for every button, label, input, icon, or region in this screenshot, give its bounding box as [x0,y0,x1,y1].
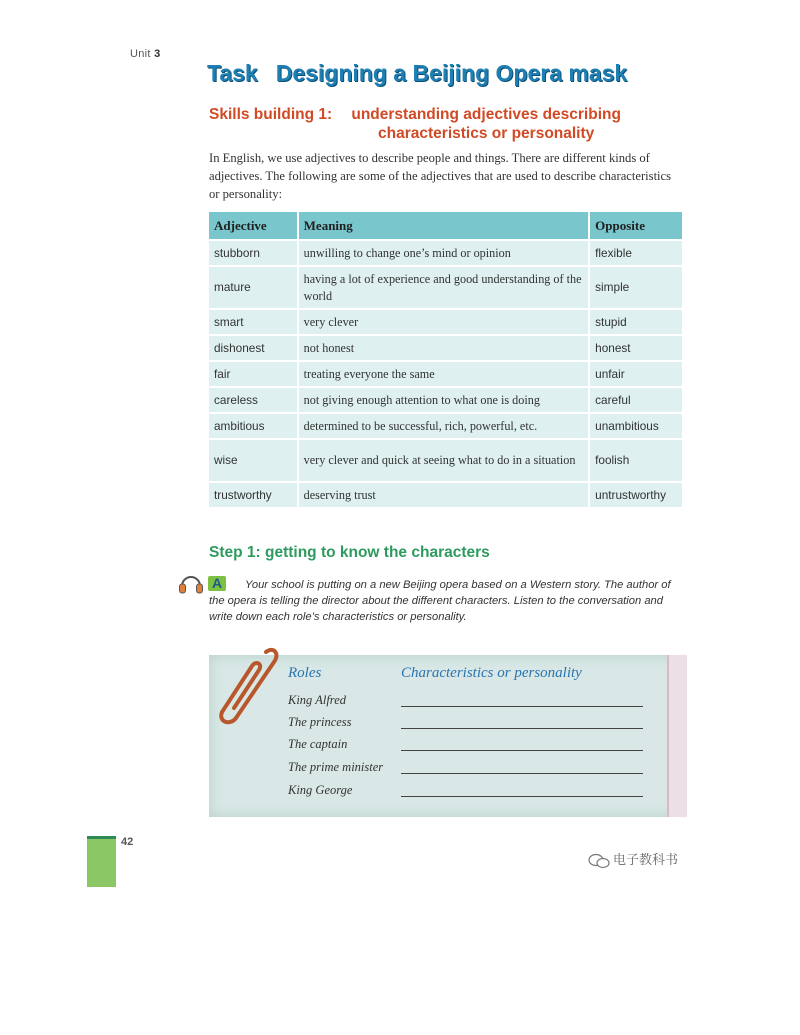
cell-opposite: unambitious [589,413,682,439]
cell-adjective: stubborn [209,240,298,266]
page-tab [87,836,116,887]
cell-opposite: simple [589,266,682,309]
cell-meaning: deserving trust [298,482,590,508]
cell-adjective: mature [209,266,298,309]
table-row [209,413,682,439]
cell-adjective: trustworthy [209,482,298,508]
cell-meaning: not honest [298,335,590,361]
cell-meaning: having a lot of experience and good understanding of the world [298,266,590,309]
cell-adjective: careless [209,387,298,413]
cell-meaning: determined to be successful, rich, powerful, etc. [298,413,590,439]
role-row [288,689,643,711]
role-row [288,733,643,755]
unit-number: 3 [154,48,161,60]
cell-meaning: very clever [298,309,590,335]
cell-adjective: dishonest [209,335,298,361]
role-row [288,779,643,801]
cell-meaning: unwilling to change one’s mind or opinion [298,240,590,266]
title-task: Task [207,60,258,86]
table-row [209,240,682,266]
exercise-badge: A [208,576,226,591]
wechat-icon [588,853,610,869]
cell-meaning: very clever and quick at seeing what to do in a situation [298,439,590,482]
cell-opposite: flexible [589,240,682,266]
page-number: 42 [121,836,134,848]
header-adjective: Adjective [209,212,298,240]
table-row [209,335,682,361]
watermark [588,849,678,869]
title-main: Designing a Beijing Opera mask [275,60,628,86]
characteristics-column-header: Characteristics or personality [401,665,582,681]
cell-opposite: unfair [589,361,682,387]
answer-line[interactable] [401,706,643,707]
cell-adjective: fair [209,361,298,387]
answer-line[interactable] [401,750,643,751]
unit-word: Unit [130,48,151,60]
unit-label [130,48,161,60]
table-row [209,266,682,309]
table-header-row [209,212,682,240]
role-name: King George [288,783,353,797]
instruction-text: Your school is putting on a new Beijing opera based on a Western story. The author of the opera is telling the director about the different characters. Listen to the conversation and write down each role’s characteristics or personality. [209,579,671,623]
role-row [288,756,643,778]
table-row [209,482,682,508]
cell-adjective: smart [209,309,298,335]
role-row [288,711,643,733]
cell-adjective: ambitious [209,413,298,439]
header-meaning: Meaning [298,212,590,240]
intro-paragraph: In English, we use adjectives to describe people and things. There are different kinds of adjectives. The following are some of the adjectives that are used to describe characteristics or personality: [209,151,672,201]
cell-opposite: foolish [589,439,682,482]
headphones-icon [178,570,204,598]
cell-adjective: wise [209,439,298,482]
cell-opposite: stupid [589,309,682,335]
roles-column-header: Roles [288,665,322,681]
role-name: King Alfred [288,693,346,707]
role-name: The prime minister [288,760,384,774]
answer-line[interactable] [401,773,643,774]
table-row [209,309,682,335]
skills-text: understanding adjectives describing characteristics or personality [351,106,621,142]
adjectives-table [209,212,682,509]
role-name: The captain [288,737,348,751]
paperclip-icon [208,646,280,728]
table-row [209,439,682,482]
table-row [209,387,682,413]
cell-opposite: honest [589,335,682,361]
header-opposite: Opposite [589,212,682,240]
watermark-text: 电子教科书 [613,852,679,867]
answer-line[interactable] [401,796,643,797]
page-title [207,60,627,87]
role-name: The princess [288,715,352,729]
skills-prefix: Skills building 1: [209,106,333,123]
skills-heading [209,105,669,143]
cell-meaning: not giving enough attention to what one is doing [298,387,590,413]
table-row [209,361,682,387]
card-edge [667,655,687,817]
cell-opposite: untrustworthy [589,482,682,508]
step1-heading: Step 1: getting to know the characters [209,544,490,561]
cell-opposite: careful [589,387,682,413]
cell-meaning: treating everyone the same [298,361,590,387]
answer-line[interactable] [401,728,643,729]
